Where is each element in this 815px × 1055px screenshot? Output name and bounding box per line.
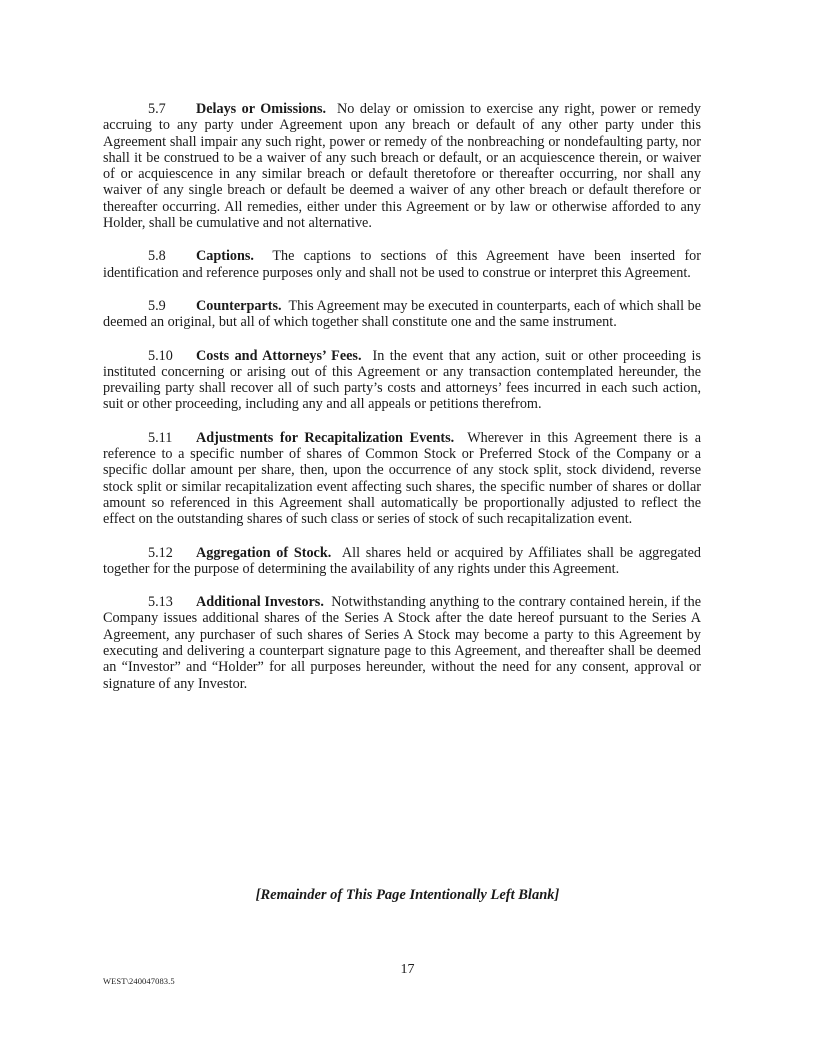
section-number: 5.13 xyxy=(148,594,173,611)
section-heading: Counterparts. xyxy=(196,297,282,314)
section-body: All shares held or acquired by Affiliates shall be aggregated together for the purpose of determining the availability of any rights under this Agreement. xyxy=(103,544,702,577)
section-body: Wherever in this Agreement there is a reference to a specific number of shares of Common Stock or Preferred Stock of the Company or a specific dollar amount per share, then, upon the occurrence of any stock split, stock dividend, reverse stock split or similar recapitalization event affecting such shares, the specific number of shares or dollar amount so referenced in this Agreement shall automatically be proportionally adjusted to reflect the effect on the outstanding shares of such class or series of stock of such recapitalization event. xyxy=(103,429,702,528)
section-heading: Adjustments for Recapitalization Events. xyxy=(196,429,455,446)
section-body: No delay or omission to exercise any right, power or remedy accruing to any party under Agreement upon any breach or default of any other party under this Agreement shall impair any such right, power or remedy of the nonbreaching or nondefaulting party, nor shall it be construed to be a waiver of any such breach or default, or an acquiescence therein, or waiver of or acquiescence in any similar breach or default theretofore or thereafter occurring, nor shall any waiver of any single breach or default be deemed a waiver of any other breach or default therefore or thereafter occurring. All remedies, either under this Agreement or by law or otherwise afforded to any Holder, shall be cumulative and not alternative. xyxy=(103,101,701,232)
section-heading: Additional Investors. xyxy=(196,594,324,611)
section-5-13 xyxy=(103,594,701,692)
page-number: 17 xyxy=(400,962,415,977)
document-id: WEST\240047083.5 xyxy=(103,976,175,986)
section-number: 5.7 xyxy=(148,101,166,117)
section-heading: Aggregation of Stock. xyxy=(196,544,332,561)
section-body: This Agreement may be executed in counterparts, each of which shall be deemed an original, but all of which together shall constitute one and the same instrument. xyxy=(103,297,702,331)
section-heading: Captions. xyxy=(196,248,254,265)
remainder-notice: [Remainder of This Page Intentionally Left Blank] xyxy=(255,887,560,903)
section-5-11 xyxy=(103,430,701,528)
section-5-9 xyxy=(103,298,701,331)
section-5-7 xyxy=(103,101,701,231)
section-heading: Delays or Omissions. xyxy=(196,101,327,117)
section-body: Notwithstanding anything to the contrary contained herein, if the Company issues additional shares of the Series A Stock after the date hereof pursuant to the Series A Agreement, any purchaser of such shares of Series A Stock may become a party to this Agreement by executing and delivering a counterpart signature page to this Agreement, and thereafter shall be deemed an “Investor” and “Holder” for all purposes hereunder, without the need for any consent, approval or signature of any Investor. xyxy=(103,594,701,692)
section-body: The captions to sections of this Agreement have been inserted for identification and reference purposes only and shall not be used to construe or interpret this Agreement. xyxy=(103,248,701,281)
section-heading: Costs and Attorneys’ Fees. xyxy=(196,347,362,364)
section-number: 5.12 xyxy=(148,544,173,561)
section-number: 5.9 xyxy=(148,297,166,314)
section-body: In the event that any action, suit or other proceeding is instituted concerning or arising out of this Agreement or any transaction contemplated hereunder, the prevailing party shall recover all of such party’s costs and attorneys’ fees incurred in each such action, suit or other proceeding, including any and all appeals or petitions therefrom. xyxy=(103,347,702,413)
section-5-10 xyxy=(103,348,701,413)
section-number: 5.8 xyxy=(148,248,166,265)
section-number: 5.10 xyxy=(148,347,173,364)
section-number: 5.11 xyxy=(148,429,173,446)
section-5-8 xyxy=(103,248,701,281)
sections xyxy=(103,101,701,709)
section-5-12 xyxy=(103,545,701,578)
